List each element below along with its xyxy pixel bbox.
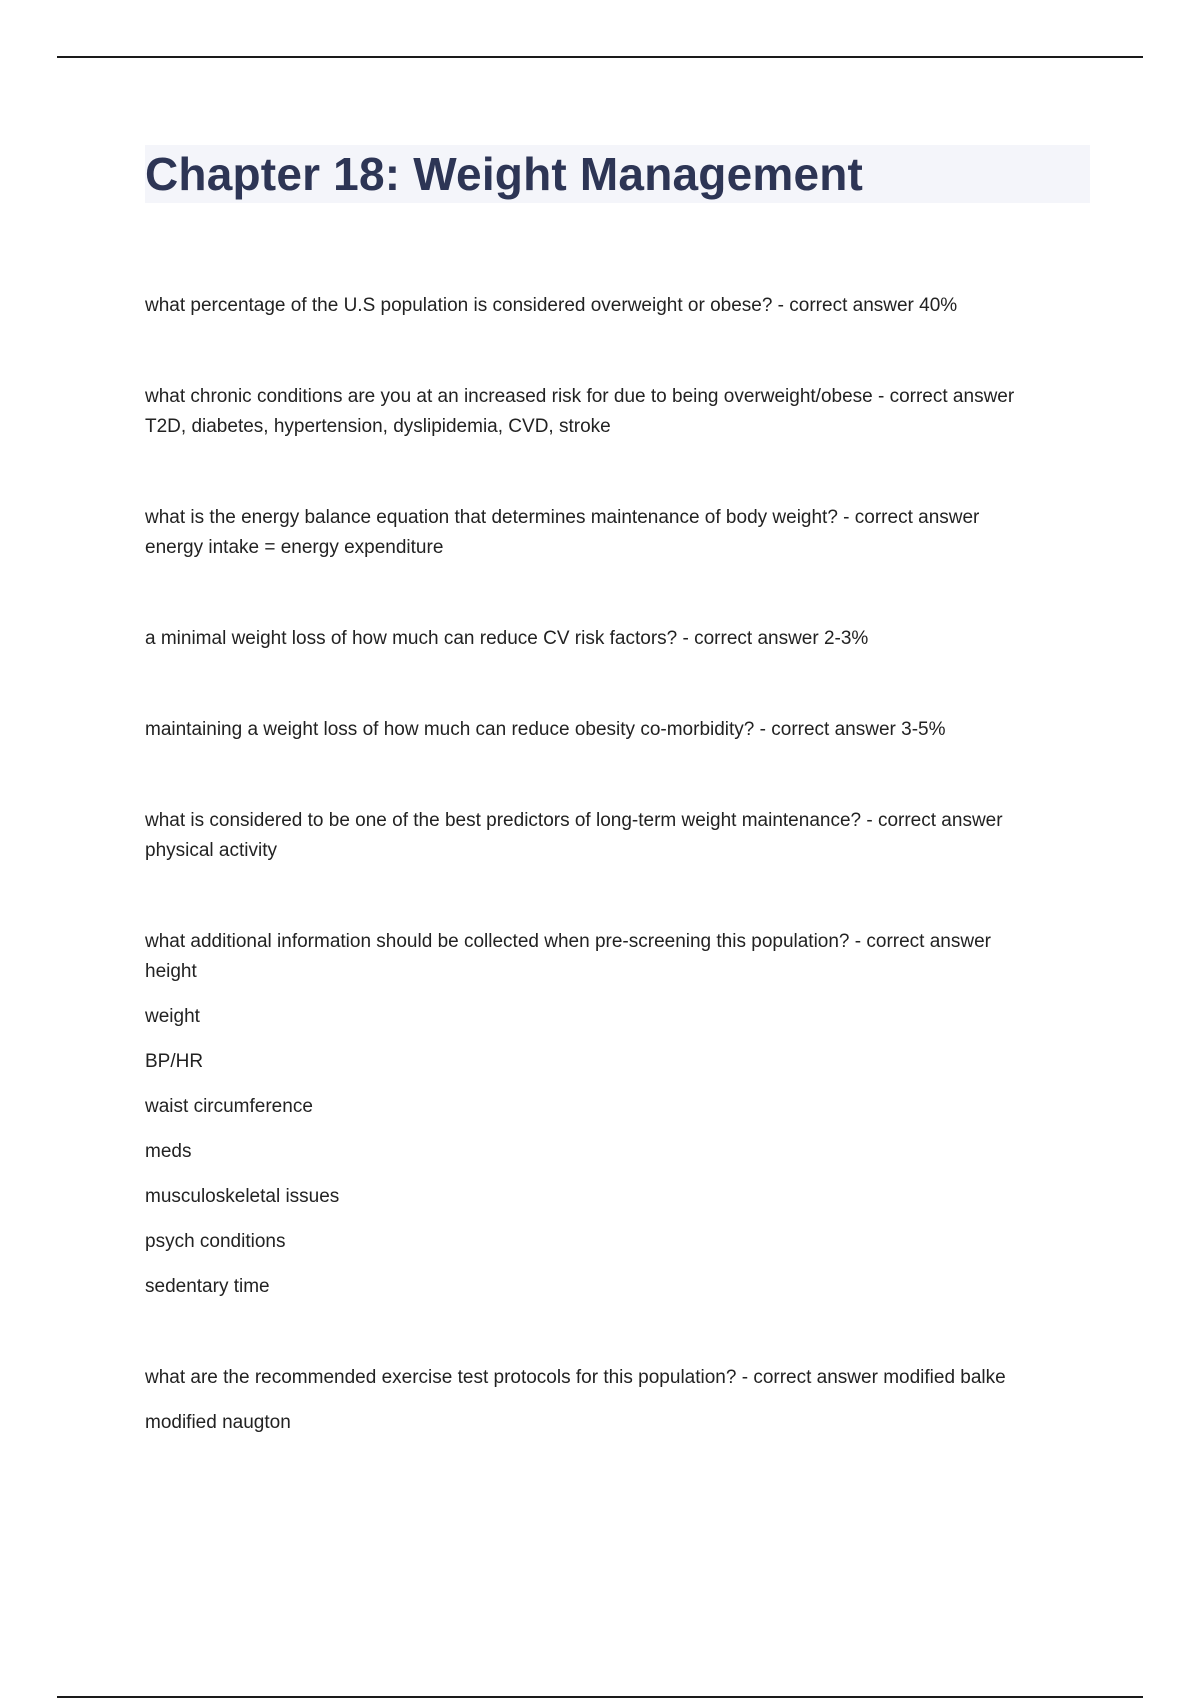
answer-list-item: weight xyxy=(145,1006,200,1027)
qa-item xyxy=(145,624,1090,654)
qa-line: maintaining a weight loss of how much can reduce obesity co-morbidity? - correct answer 3-5% xyxy=(145,719,946,740)
qa-line: physical activity xyxy=(145,840,277,861)
qa-item xyxy=(145,382,1090,442)
answer-list-item: waist circumference xyxy=(145,1096,313,1117)
qa-item xyxy=(145,715,1090,745)
qa-line: height xyxy=(145,961,197,982)
qa-item xyxy=(145,806,1090,866)
answer-list-item: psych conditions xyxy=(145,1231,286,1252)
qa-line: what are the recommended exercise test protocols for this population? - correct answer modified balke xyxy=(145,1367,1006,1388)
top-rule xyxy=(57,56,1143,58)
qa-line: what is considered to be one of the best predictors of long-term weight maintenance? - correct answer xyxy=(145,810,1003,831)
bottom-rule xyxy=(57,1696,1143,1698)
qa-line: a minimal weight loss of how much can reduce CV risk factors? - correct answer 2-3% xyxy=(145,628,869,649)
qa-line: what additional information should be collected when pre-screening this population? - correct answer xyxy=(145,931,991,952)
qa-item xyxy=(145,927,1090,1302)
document-body xyxy=(145,145,1090,1499)
qa-item xyxy=(145,291,1090,321)
qa-line: what percentage of the U.S population is considered overweight or obese? - correct answer 40% xyxy=(145,295,958,316)
title-band xyxy=(145,145,1090,203)
answer-list-item: BP/HR xyxy=(145,1051,204,1072)
qa-line: what is the energy balance equation that determines maintenance of body weight? - correct answer xyxy=(145,507,980,528)
answer-list-item: modified naugton xyxy=(145,1412,291,1433)
answer-list-item: sedentary time xyxy=(145,1276,270,1297)
qa-item xyxy=(145,503,1090,563)
qa-line: what chronic conditions are you at an increased risk for due to being overweight/obese - correct answer xyxy=(145,386,1015,407)
qa-list xyxy=(145,291,1090,1438)
qa-line: T2D, diabetes, hypertension, dyslipidemia, CVD, stroke xyxy=(145,416,611,437)
document-title: Chapter 18: Weight Management xyxy=(145,148,864,200)
answer-list-item: meds xyxy=(145,1141,192,1162)
answer-list-item: musculoskeletal issues xyxy=(145,1186,340,1207)
qa-line: energy intake = energy expenditure xyxy=(145,537,444,558)
qa-item xyxy=(145,1363,1090,1438)
